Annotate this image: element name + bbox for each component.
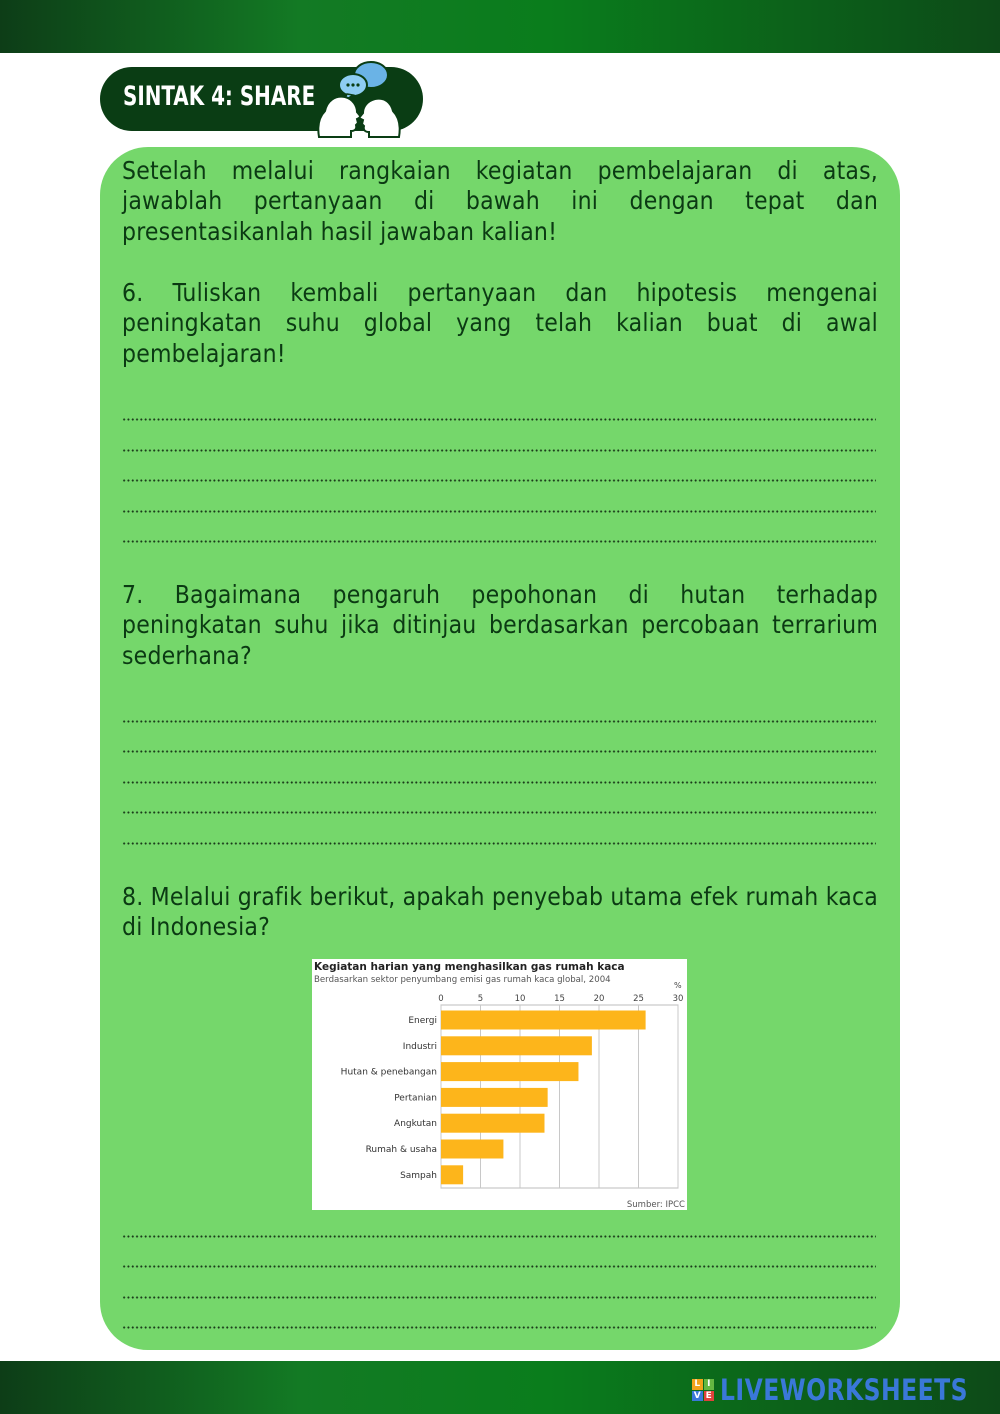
chart-tick-label-5: 5	[477, 994, 484, 1004]
chart-category-label-4: Angkutan	[394, 1119, 437, 1130]
answer-line-q7-5[interactable]	[122, 842, 876, 845]
chart-tick-label-10: 10	[514, 994, 526, 1004]
chart-canvas	[312, 959, 687, 1210]
answer-line-q6-1[interactable]	[122, 418, 876, 421]
chart-bar-5	[441, 1140, 503, 1159]
logo-letter-v: V	[693, 1390, 701, 1401]
chart-bar-2	[441, 1062, 578, 1081]
chart-title: Kegiatan harian yang menghasilkan gas rumah kaca	[314, 961, 625, 973]
chart-unit-label: %	[674, 981, 682, 990]
liveworksheets-logo[interactable]	[692, 1375, 996, 1405]
answer-line-q6-4[interactable]	[122, 510, 876, 513]
chart-tick-label-15: 15	[554, 994, 565, 1004]
chart-subtitle: Berdasarkan sektor penyumbang emisi gas rumah kaca global, 2004	[314, 975, 611, 985]
logo-letter-l: L	[692, 1379, 703, 1390]
liveworksheets-brand: LIVEWORKSHEETS	[720, 1373, 968, 1407]
top-banner	[0, 0, 1000, 53]
discussion-heads-icon	[313, 59, 405, 139]
answer-line-q7-2[interactable]	[122, 750, 876, 753]
answer-line-q8-3[interactable]	[122, 1296, 876, 1299]
logo-letter-i: I	[704, 1379, 715, 1390]
sintak-label: SINTAK 4: SHARE	[123, 81, 316, 112]
answer-line-q6-2[interactable]	[122, 449, 876, 452]
emissions-chart	[312, 959, 687, 1210]
intro-text: Setelah melalui rangkaian kegiatan pembelajaran di atas, jawablah pertanyaan di bawah ini dengan tepat dan presentasikanlah hasil jawaban kalian!	[122, 156, 878, 246]
chart-category-label-3: Pertanian	[394, 1093, 437, 1104]
answer-line-q8-2[interactable]	[122, 1265, 876, 1268]
chart-category-label-1: Industri	[402, 1041, 437, 1052]
answer-line-q6-5[interactable]	[122, 540, 876, 543]
answer-line-q7-4[interactable]	[122, 811, 876, 814]
chart-category-label-5: Rumah & usaha	[365, 1145, 437, 1155]
answer-line-q7-3[interactable]	[122, 781, 876, 784]
chart-category-label-6: Sampah	[400, 1170, 437, 1181]
answer-line-q7-1[interactable]	[122, 720, 876, 723]
question-6: 6. Tuliskan kembali pertanyaan dan hipotesis mengenai peningkatan suhu global yang telah kalian buat di awal pembelajaran!	[122, 278, 878, 368]
chart-tick-label-25: 25	[633, 994, 644, 1004]
chart-category-label-0: Energi	[408, 1016, 437, 1026]
chart-bar-4	[441, 1114, 544, 1133]
logo-letter-e: E	[704, 1391, 715, 1402]
chart-source: Sumber: IPCC	[626, 1200, 685, 1210]
chart-tick-label-0: 0	[438, 994, 444, 1004]
chart-tick-label-20: 20	[593, 994, 605, 1004]
chart-bar-0	[441, 1011, 646, 1030]
sintak-header-pill	[100, 67, 423, 131]
answer-line-q6-3[interactable]	[122, 479, 876, 482]
chart-bar-6	[441, 1165, 463, 1184]
question-8: 8. Melalui grafik berikut, apakah penyebab utama efek rumah kaca di Indonesia?	[122, 882, 878, 942]
chart-tick-label-30: 30	[672, 994, 684, 1004]
question-7: 7. Bagaimana pengaruh pepohonan di hutan terhadap peningkatan suhu jika ditinjau berdasarkan percobaan terrarium sederhana?	[122, 580, 878, 670]
answer-line-q8-4[interactable]	[122, 1326, 876, 1329]
liveworksheets-logo-icon	[692, 1379, 714, 1401]
chart-bar-1	[441, 1036, 592, 1055]
answer-line-q8-1[interactable]	[122, 1235, 876, 1238]
chart-bar-3	[441, 1088, 548, 1107]
chart-category-label-2: Hutan & penebangan	[340, 1067, 437, 1078]
